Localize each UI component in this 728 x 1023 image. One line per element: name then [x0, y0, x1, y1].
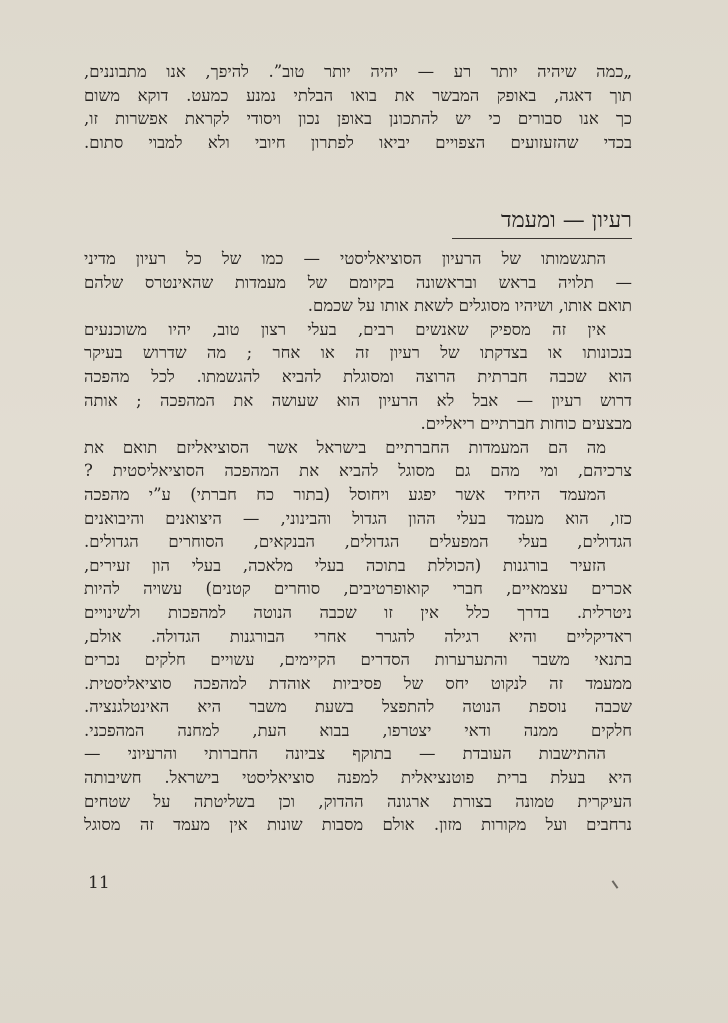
heading-underline: [452, 238, 632, 239]
text-line: העיקרית טמונה בצורת ארגונה ההדוק, וכן בשליטתה על שטחים: [84, 791, 632, 811]
text-line: ממעמד זה לנקוט יחס של פסיביות אוהדת למהפכה סוציאליסטית.: [84, 673, 632, 693]
page-number: 11: [88, 873, 110, 893]
intro-paragraph: [84, 60, 632, 154]
text-line: חלקים ממנה ודאי יצטרפו, בבוא העת, למחנה המהפכני.: [84, 720, 632, 740]
text-line: ניטרלית. בדרך כלל אין זו שכבה הנוטה למהפכות ולשינויים: [84, 602, 632, 622]
text-line: הוא שכבה חברתית הרוצה ומסוגלת להביא להגשמתו. לכל מהפכה: [84, 366, 632, 386]
text-line: מה הם המעמדות החברתיים בישראל אשר הסוציאליזם תואם את: [84, 437, 606, 457]
body-text: [84, 247, 632, 837]
text-line: מבצעים כוחות חברתיים ריאליים.: [420, 414, 632, 434]
text-line: בנכונותו או בצדקתו של רעיון זה או אחר ; מה שדרוש בעיקר: [84, 343, 632, 363]
text-line: המעמד היחיד אשר יפגע ויחוסל (בתור כח חברתי) ע”י מהפכה: [84, 484, 606, 504]
text-line: אין זה מספיק שאנשים רבים, בעלי רצון טוב, יהיו משוכנעים: [84, 319, 606, 339]
text-line: צרכיהם, ומי מהם גם מסוגל להביא את המהפכה הסוציאליסטית ?: [84, 461, 632, 481]
section-heading: רעיון — ומעמד: [501, 208, 632, 233]
text-line: אכרים עצמאיים, חברי קואופרטיבים, סוחרים קטנים) עשויה להיות: [84, 579, 632, 599]
text-line: תואם אותו, ושיהיו מסוגלים לשאת אותו על שכמם.: [307, 296, 632, 316]
text-line: כזו, הוא מעמד בעלי ההון הגדול והבינוני, — היצואנים והיבואנים: [84, 508, 632, 528]
text-line: ההתישבות העובדת — בתוקף צביונה החברותי והרעיוני —: [84, 744, 606, 764]
text-line: תוך דאגה, באופק המבשר את בואו הבלתי נמנע כמעט. דוקא משום: [84, 85, 632, 105]
text-line: בכדי שהזעזועים הצפויים יביאו לפתרון חיובי ולא למבוי סתום.: [84, 132, 632, 152]
text-line: ראדיקליים והיא רגילה להגרר אחרי הבורגנות הגדולה. אולם,: [84, 626, 632, 646]
text-line: נרחבים ועל מקורות מזון. אולם מסבות שונות אין מעמד זה מסוגל: [84, 815, 632, 835]
text-line: — תלויה בראש ובראשונה בקיומם של מעמדות שהאינטרס שלהם: [84, 272, 632, 292]
text-line: הזעיר בורגנות (הכוללת בתוכה בעלי מלאכה, בעלי הון זעירים,: [84, 555, 606, 575]
text-line: „כמה שיהיה יותר רע — יהיה יותר טוב”. להיפך, אנו מתבוננים,: [84, 62, 632, 81]
ink-mark: [612, 880, 619, 889]
text-line: התגשמותו של הרעיון הסוציאליסטי — כמו של כל רעיון מדיני: [84, 249, 606, 268]
text-line: הגדולים, בעלי המפעלים הגדולים, הבנקאים, הסוחרים הגדולים.: [84, 532, 632, 552]
text-line: בתנאי משבר והתערערות הסדרים הקיימים, עשויים חלקים נכרים: [84, 650, 632, 670]
text-line: כך אנו סבורים כי יש להתכונן באופן נכון ויסודי לקראת אפשרות זו,: [84, 109, 632, 129]
text-line: דרוש רעיון — אבל לא הרעיון הוא שעושה את המהפכה ; אותה: [84, 390, 632, 410]
text-line: שכבה נוספת הנוטה להתפצל בשעת משבר היא האינטלגנציה.: [84, 697, 632, 717]
text-line: היא בעלת ברית פוטנציאלית למפנה סוציאליסטי בישראל. חשיבותה: [84, 768, 632, 788]
